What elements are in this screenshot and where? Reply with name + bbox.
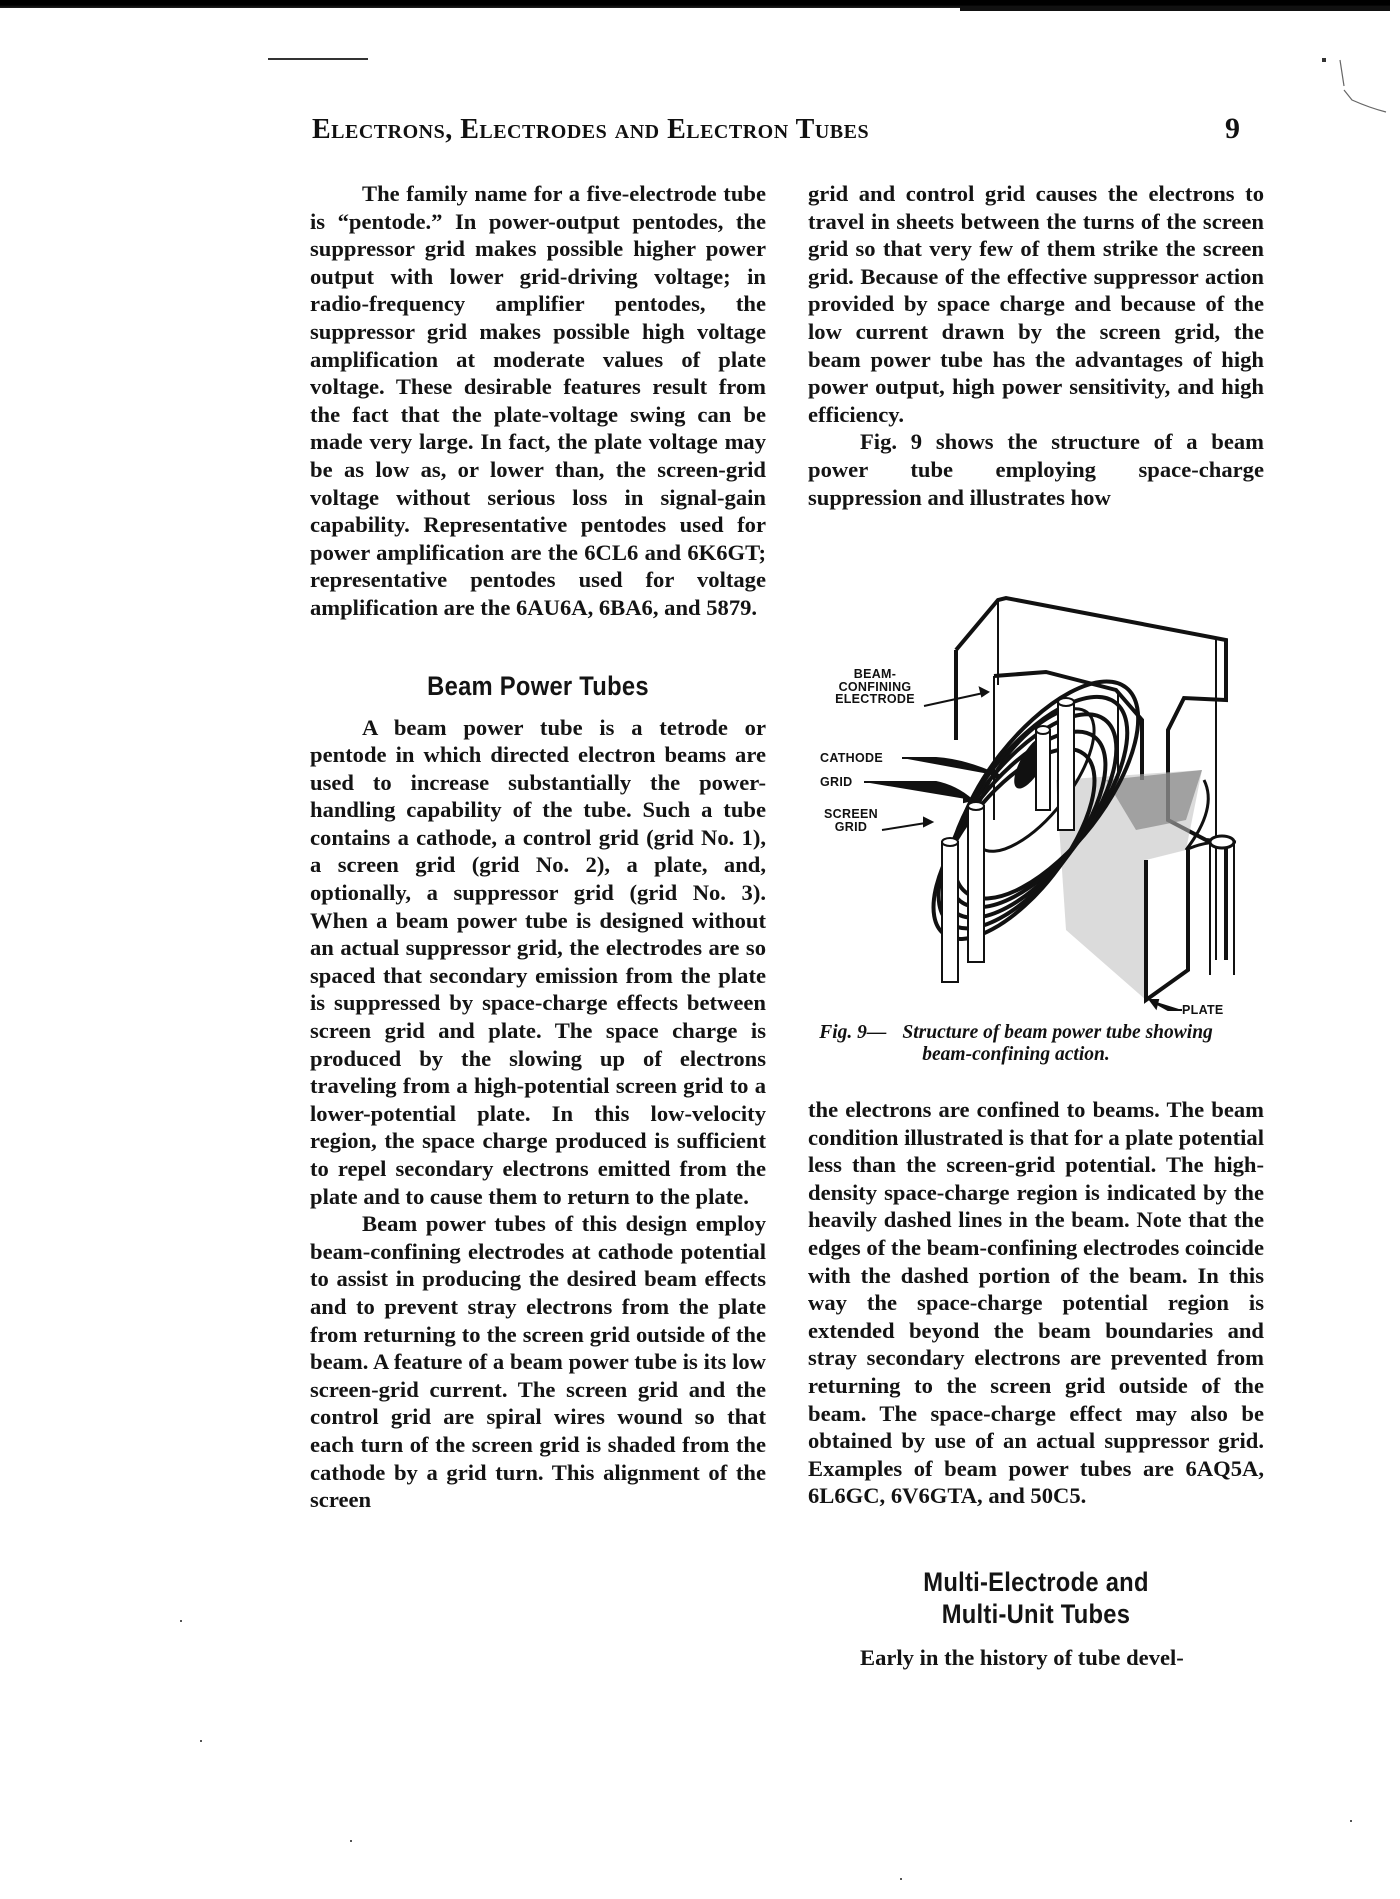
label-line: ELECTRODE (835, 692, 915, 706)
scan-speck (180, 1620, 182, 1622)
label-line: SCREEN (824, 807, 878, 821)
figure-caption-text: Structure of beam power tube showing beam-confining action. (902, 1022, 1213, 1065)
scan-speck (200, 1740, 202, 1742)
label-line: CONFINING (838, 679, 912, 694)
paragraph-grid-alignment: grid and control grid causes the electrons to travel in sheets between the turns of the screen grid so that very few of them strike the screen grid. Because of the effective suppressor action provided by space charge and because of the low current drawn by the screen grid, the beam power tube has the advantages of high power output, high power sensitivity, and high efficiency. (808, 181, 1264, 427)
left-column (310, 180, 766, 1514)
scan-speck (900, 1878, 902, 1880)
section-heading-line-1: Multi-Electrode and (923, 1566, 1149, 1597)
scan-edge-shadow-tail (960, 6, 1390, 11)
scan-speck (350, 1840, 352, 1842)
scan-rule-mark (268, 58, 368, 60)
paragraph-beam-definition: A beam power tube is a tetrode or pentode in which directed electron beams are used to increase substantially the power-handling capability of the tube. Such a tube contains a cathode, a control grid (grid No. 1), a screen grid (grid No. 2), a plate, and, optionally, a suppressor grid (grid No. 3). When a beam power tube is designed without an actual suppressor grid, the electrodes are so spaced that secondary emission from the plate is suppressed by space-charge effects between screen grid and plate. The space charge is produced by the slowing up of electrons traveling from a high-potential screen grid to a lower-potential plate. In this low-velocity region, the space charge produced is sufficient to repel secondary electrons emitted from the plate and to cause them to return to the plate. (310, 714, 766, 1209)
paragraph-beam-condition: the electrons are confined to beams. The beam condition illustrated is that for a plate potential less than the screen-grid potential. The high-density space-charge region is indicated by the heavily dashed lines in the beam. Note that the edges of the beam-confining electrodes coincide with the dashed portion of the beam. In this way the space-charge potential region is extended beyond the beam boundaries and stray secondary electrons are prevented from returning to the screen grid outside of the beam. The space-charge effect may also be obtained by use of an actual suppressor grid. Examples of beam power tubes are 6AQ5A, 6L6GC, 6V6GTA, and 50C5. (808, 1097, 1264, 1509)
section-heading-line-2: Multi-Unit Tubes (941, 1598, 1131, 1629)
label-beam-confining-electrode (820, 668, 930, 706)
label-screen-grid (820, 808, 882, 833)
paragraph-early-history: Early in the history of tube devel- (860, 1644, 1184, 1670)
paragraph-beam-design: Beam power tubes of this design employ beam-confining electrodes at cathode potential to assist in producing the desired beam effects and to prevent stray electrons from the plate from returning to the screen grid outside of the beam. A feature of a beam power tube is its low screen-grid current. The screen grid and the control grid are spiral wires wound so that each turn of the screen grid is shaded from the cathode by a grid turn. This alignment of the screen (310, 1211, 766, 1513)
right-column-bottom (808, 1096, 1264, 1672)
section-heading-beam-power-tubes: Beam Power Tubes (427, 670, 649, 701)
page-number: 9 (1225, 112, 1240, 145)
running-head (312, 112, 1240, 152)
paragraph-fig-intro: Fig. 9 shows the structure of a beam power tube employing space-charge suppression and illustrates how (808, 429, 1264, 510)
running-head-title: Electrons, Electrodes and Electron Tubes (312, 114, 870, 145)
label-plate: PLATE (1182, 1003, 1224, 1017)
page-curl-mark (1300, 56, 1390, 116)
label-grid: GRID (820, 775, 853, 789)
beam-power-tube-diagram (806, 580, 1246, 1020)
section-heading-multi-electrode (835, 1566, 1236, 1630)
label-line: BEAM- (853, 667, 897, 681)
label-cathode: CATHODE (820, 751, 883, 765)
figure-beam-power-tube (806, 580, 1246, 1020)
right-column-top (808, 180, 1264, 511)
paragraph-pentode: The family name for a five-electrode tube is “pentode.” In power-output pentodes, the suppressor grid makes possible higher power output with lower grid-driving voltage; in radio-frequency amplifier pentodes, the suppressor grid makes possible high voltage amplification at moderate values of plate voltage. These desirable features result from the fact that the plate-voltage swing can be made very large. In fact, the plate voltage may be as low as, or lower than, the screen-grid voltage without serious loss in signal-gain capability. Representative pentodes used for power amplification are the 6CL6 and 6K6GT; representative pentodes used for voltage amplification are the 6AU6A, 6BA6, and 5879. (310, 181, 766, 620)
label-line: GRID (834, 819, 868, 834)
scan-speck (1350, 1820, 1352, 1822)
figure-caption (806, 1022, 1226, 1066)
figure-caption-ref: Fig. 9— (819, 1022, 887, 1043)
